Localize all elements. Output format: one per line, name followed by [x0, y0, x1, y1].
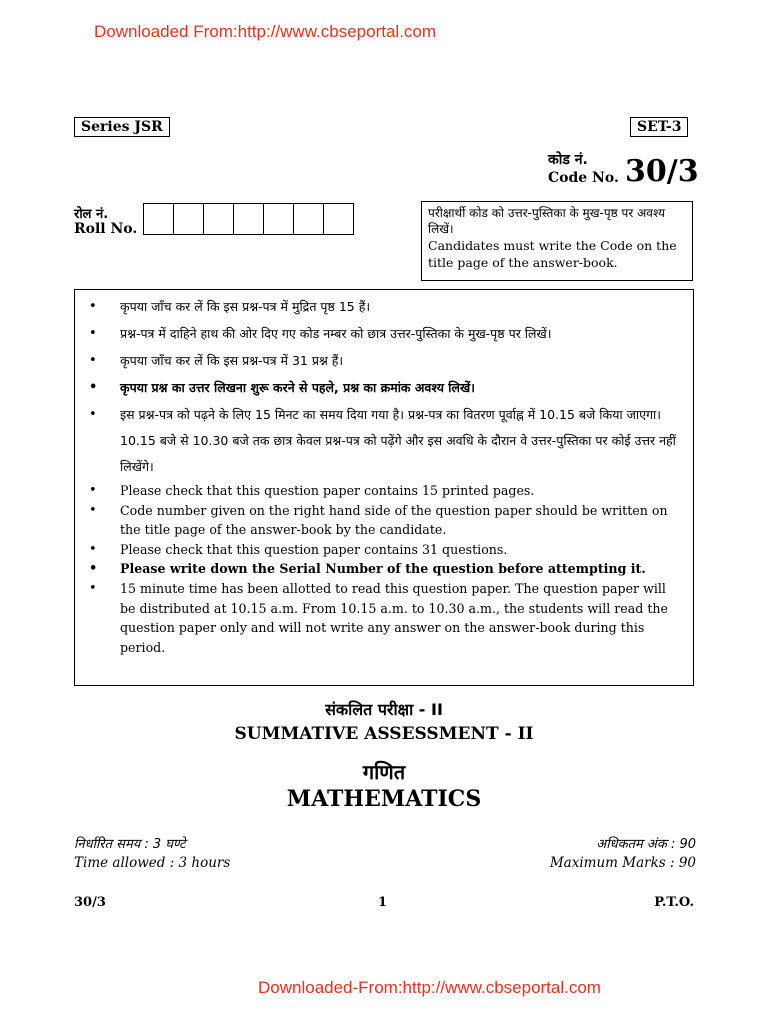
subject-english: MATHEMATICS	[286, 786, 482, 812]
watermark-bottom-link[interactable]: Downloaded-From:http://www.cbseportal.com	[258, 978, 601, 997]
instructions-list	[83, 294, 685, 657]
instruction-item: • कृपया जाँच कर लें कि इस प्रश्न-पत्र में 31 प्रश्न हैं।	[83, 348, 685, 374]
code-note-box	[421, 201, 693, 281]
exam-title-english: SUMMATIVE ASSESSMENT - II	[234, 724, 534, 744]
max-marks-hindi: अधिकतम अंक : 90	[596, 837, 696, 852]
code-label-english: Code No.	[548, 170, 619, 186]
instruction-item: • प्रश्न-पत्र में दाहिने हाथ की ओर दिए गए कोड नम्बर को छात्र उत्तर-पुस्तिका के मुख-पृष्ठ पर लिखें।	[83, 321, 685, 347]
time-allowed-hindi: निर्धारित समय : 3 घण्टे	[74, 837, 186, 852]
exam-title-hindi: संकलित परीक्षा - II	[325, 700, 443, 719]
instruction-item: • Please check that this question paper contains 15 printed pages.	[83, 481, 685, 501]
roll-box[interactable]	[174, 204, 204, 234]
instruction-item: • कृपया प्रश्न का उत्तर लिखना शुरू करने से पहले, प्रश्न का क्रमांक अवश्य लिखें।	[83, 375, 685, 401]
roll-box[interactable]	[264, 204, 294, 234]
instruction-item: • 15 minute time has been allotted to read this question paper. The question paper will be distributed at 10.15 a.m. From 10.15 a.m. to 10.30 a.m., the students will read the question paper only and will not write any answer on the answer-book during this period.	[83, 579, 685, 657]
instructions-box	[74, 289, 694, 686]
roll-box[interactable]	[204, 204, 234, 234]
code-note-english: Candidates must write the Code on the title page of the answer-book.	[428, 238, 677, 270]
code-number: 30/3	[625, 154, 699, 189]
time-allowed-english: Time allowed : 3 hours	[74, 855, 231, 871]
set-label: SET-3	[630, 117, 688, 137]
max-marks-english: Maximum Marks : 90	[549, 855, 696, 871]
footer-code: 30/3	[74, 895, 106, 910]
code-label-hindi: कोड नं.	[548, 152, 588, 168]
roll-box[interactable]	[324, 204, 354, 234]
pto-label: P.T.O.	[654, 895, 694, 910]
page-number: 1	[378, 895, 388, 910]
roll-label-english: Roll No.	[74, 221, 138, 237]
roll-box[interactable]	[294, 204, 324, 234]
roll-number-boxes	[143, 203, 354, 235]
code-note-hindi: परीक्षार्थी कोड को उत्तर-पुस्तिका के मुख-पृष्ठ पर अवश्य लिखें।	[428, 206, 665, 236]
roll-box[interactable]	[234, 204, 264, 234]
instruction-item: • इस प्रश्न-पत्र को पढ़ने के लिए 15 मिनट का समय दिया गया है। प्रश्न-पत्र का वितरण पूर्वाह्न में 10.15 बजे किया जाएगा। 10.15 बजे से 10.30 बजे तक छात्र केवल प्रश्न-पत्र को पढ़ेंगे और इस अवधि के दौरान वे उत्तर-पुस्तिका पर कोई उत्तर नहीं लिखेंगे।	[83, 402, 685, 480]
instruction-item: • कृपया जाँच कर लें कि इस प्रश्न-पत्र में मुद्रित पृष्ठ 15 हैं।	[83, 294, 685, 320]
roll-label-hindi: रोल नं.	[74, 207, 109, 222]
watermark-top-link[interactable]: Downloaded From:http://www.cbseportal.com	[94, 22, 437, 41]
series-label: Series JSR	[74, 117, 170, 137]
instruction-item: • Please check that this question paper contains 31 questions.	[83, 540, 685, 560]
instruction-item: • Please write down the Serial Number of the question before attempting it.	[83, 559, 685, 579]
roll-box[interactable]	[144, 204, 174, 234]
instruction-item: • Code number given on the right hand side of the question paper should be written on the title page of the answer-book by the candidate.	[83, 501, 685, 540]
subject-hindi: गणित	[362, 760, 406, 784]
